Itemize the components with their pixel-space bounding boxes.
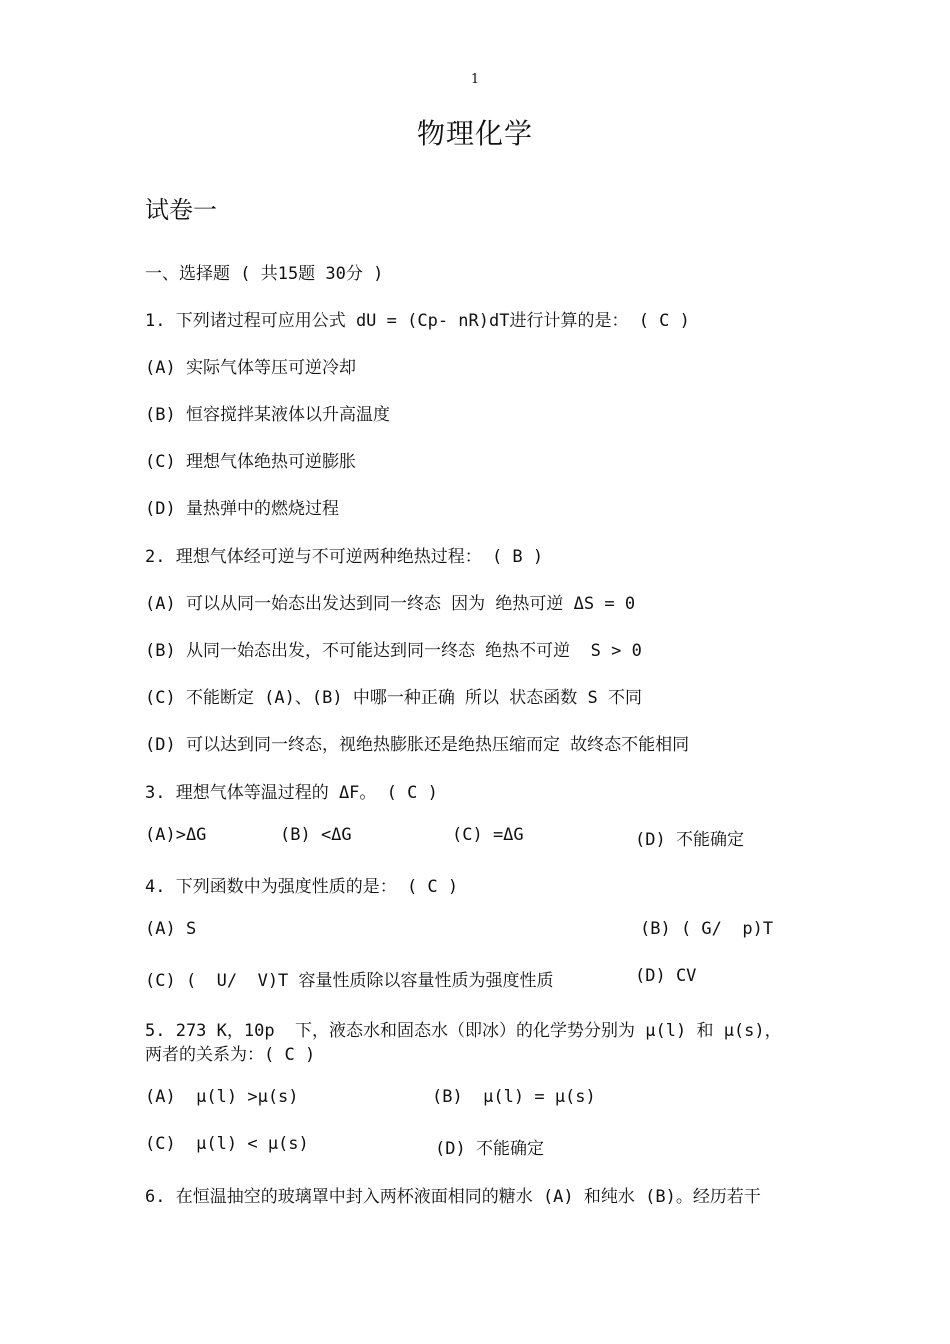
q2-stem: 2. 理想气体经可逆与不可逆两种绝热过程： ( B )	[145, 547, 544, 567]
q4-stem: 4. 下列函数中为强度性质的是： ( C )	[145, 877, 459, 897]
q1-option-b: (B) 恒容搅拌某液体以升高温度	[145, 405, 390, 425]
q3-option-c: (C) =ΔG	[452, 825, 524, 845]
q4-option-a: (A) S	[145, 919, 197, 939]
q1-option-c: (C) 理想气体绝热可逆膨胀	[145, 452, 356, 472]
q3-option-d: (D) 不能确定	[635, 830, 744, 850]
q3-option-b: (B) <ΔG	[280, 825, 352, 845]
q2-option-c: (C) 不能断定 (A)、(B) 中哪一种正确 所以 状态函数 S 不同	[145, 688, 642, 708]
q1-stem: 1. 下列诸过程可应用公式 dU = (Cp- nR)dT进行计算的是： ( C )	[145, 311, 690, 331]
section-heading: 一、选择题 ( 共15题 30分 )	[145, 264, 384, 284]
q5-option-d: (D) 不能确定	[435, 1139, 544, 1159]
q2-option-d: (D) 可以达到同一终态，视绝热膨胀还是绝热压缩而定 故终态不能相同	[145, 735, 690, 755]
q4-option-d: (D) CV	[635, 966, 697, 986]
page-title: 物理化学	[416, 117, 533, 150]
page-number: 1	[470, 72, 480, 87]
q5-option-a: (A) μ(l) >μ(s)	[145, 1087, 299, 1107]
q4-option-b: (B) ( G/ p)T	[640, 919, 774, 939]
q1-option-a: (A) 实际气体等压可逆冷却	[145, 358, 356, 378]
q6-stem: 6. 在恒温抽空的玻璃罩中封入两杯液面相同的糖水 (A) 和纯水 (B)。经历若干	[145, 1187, 761, 1207]
q3-stem: 3. 理想气体等温过程的 ΔF。 ( C )	[145, 783, 438, 803]
q1-option-d: (D) 量热弹中的燃烧过程	[145, 499, 339, 519]
q2-option-a: (A) 可以从同一始态出发达到同一终态 因为 绝热可逆 ΔS = 0	[145, 594, 636, 614]
q3-option-a: (A)>ΔG	[145, 825, 207, 845]
exam-subtitle: 试卷一	[145, 196, 217, 224]
q5-stem-line2: 两者的关系为：( C )	[145, 1045, 316, 1065]
q5-option-b: (B) μ(l) = μ(s)	[432, 1087, 596, 1107]
q2-option-b: (B) 从同一始态出发，不可能达到同一终态 绝热不可逆 S > 0	[145, 641, 642, 661]
q5-stem-line1: 5. 273 K，10p 下，液态水和固态水（即冰）的化学势分别为 μ(l) 和 μ(s)，	[145, 1021, 782, 1041]
q4-option-c: (C) ( U/ V)T 容量性质除以容量性质为强度性质	[145, 971, 554, 991]
q5-option-c: (C) μ(l) < μ(s)	[145, 1134, 309, 1154]
